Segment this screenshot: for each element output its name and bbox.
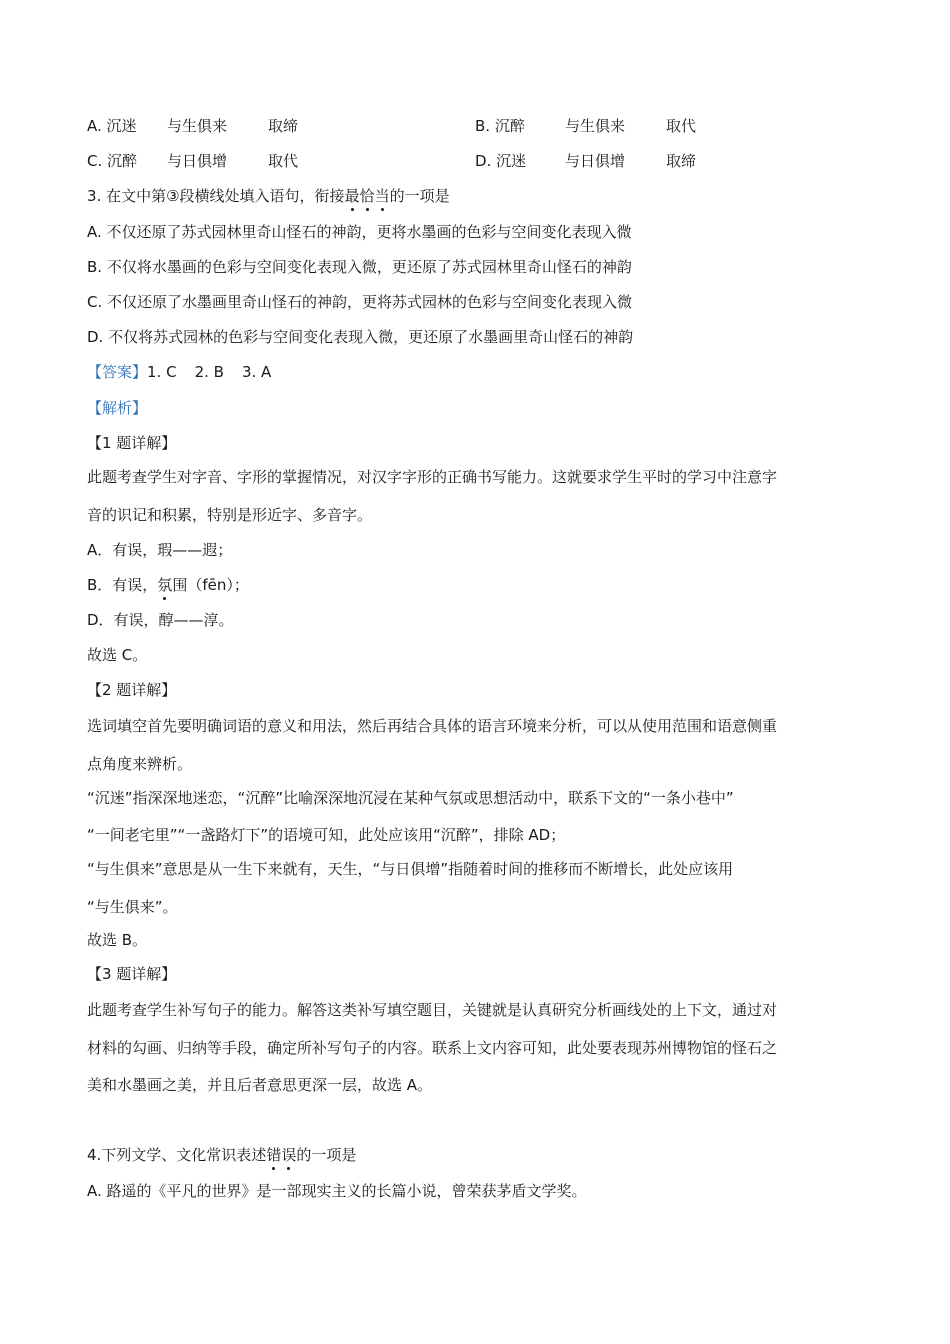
q3-emphasis-char: 恰 [359,187,375,205]
q3-option-b: B. 不仅将水墨画的色彩与空间变化表现入微，更还原了苏式园林里奇山怪石的神韵 [87,258,632,276]
q2-option-d-word1: D. 沉迷 [475,152,527,170]
answer-1: 1. C [147,363,177,381]
q3-option-c: C. 不仅还原了水墨画里奇山怪石的神韵，更将苏式园林的色彩与空间变化表现入微 [87,293,633,311]
q4-stem-text: 4.下列文学、文化常识表述 [87,1146,267,1164]
q3-option-d: D. 不仅将苏式园林的色彩与空间变化表现入微，更还原了水墨画里奇山怪石的神韵 [87,328,634,346]
q2-option-b-word2: 与生俱来 [565,117,626,135]
q4-option-a: A. 路遥的《平凡的世界》是一部现实主义的长篇小说，曾荣获茅盾文学奖。 [87,1182,587,1200]
q2-option-c-word2: 与日俱增 [167,152,228,170]
detail-1-para-line1: 此题考查学生对字音、字形的掌握情况，对汉字字形的正确书写能力。这就要求学生平时的学习中注意字 [87,468,778,486]
detail-2-para-line5: “与生俱来”意思是从一生下来就有，天生，“与日俱增”指随着时间的推移而不断增长，此处应该用 [87,860,734,878]
q2-option-d-word3: 取缔 [666,152,697,170]
detail-3-para-line2: 材料的勾画、归纳等手段，确定所补写句子的内容。联系上文内容可知，此处要表现苏州博物馆的怪石之 [87,1039,778,1057]
q3-stem-text-end: 的一项是 [389,187,450,205]
q2-option-b-word1: B. 沉醉 [475,117,525,135]
q2-option-a-word2: 与生俱来 [167,117,228,135]
q4-stem-text-end: 的一项是 [296,1146,357,1164]
analysis-tag: 【解析】 [87,399,148,417]
q4-stem [87,1145,356,1165]
answer-2: 2. B [194,363,224,381]
q2-option-row-cd [87,151,867,173]
q2-option-c-word1: C. 沉醉 [87,152,138,170]
detail-3-title: 【3 题详解】 [87,965,177,983]
q4-emphasis-char: 误 [281,1146,297,1164]
detail-2-para-line6: “与生俱来”。 [87,898,178,916]
answer-3: 3. A [241,363,272,381]
detail-1-item-b-text: B．有误， [87,576,158,594]
detail-2-para-line4: “一间老宅里”“一盏路灯下”的语境可知，此处应该用“沉醉”，排除 AD； [87,826,566,844]
q3-stem-text: 3. 在文中第③段横线处填入语句，衔接 [87,187,345,205]
detail-1-item-d: D．有误，醇——淳。 [87,611,234,629]
detail-2-para-line3: “沉迷”指深深地迷恋，“沉醉”比喻深深地沉浸在某种气氛或思想活动中，联系下文的“一条小巷中” [87,789,734,807]
detail-1-emphasis-char: 氛 [157,576,173,594]
detail-1-title: 【1 题详解】 [87,434,177,452]
q3-emphasis-char: 当 [374,187,390,205]
q2-option-d-word2: 与日俱增 [565,152,626,170]
q4-emphasis-char: 错 [266,1146,282,1164]
q3-emphasis-char: 最 [344,187,360,205]
q2-option-c-word3: 取代 [268,152,299,170]
detail-3-para-line3: 美和水墨画之美，并且后者意思更深一层，故选 A。 [87,1076,433,1094]
detail-2-title: 【2 题详解】 [87,681,177,699]
answer-tag: 【答案】 [87,363,148,381]
detail-1-item-b-text-end: 围（fēn）； [172,576,249,594]
q2-option-a-word3: 取缔 [268,117,299,135]
detail-2-conclusion: 故选 B。 [87,931,148,949]
q3-option-a: A. 不仅还原了苏式园林里奇山怪石的神韵，更将水墨画的色彩与空间变化表现入微 [87,223,632,241]
q2-option-a-word1: A. 沉迷 [87,117,137,135]
detail-2-para-line1: 选词填空首先要明确词语的意义和用法，然后再结合具体的语言环境来分析，可以从使用范围和语意侧重 [87,717,778,735]
answer-line [87,362,271,382]
detail-2-para-line2: 点角度来辨析。 [87,755,193,773]
detail-1-item-a: A．有误，瑕——遐； [87,541,233,559]
detail-1-conclusion: 故选 C。 [87,646,148,664]
detail-1-item-b [87,575,249,595]
detail-1-para-line2: 音的识记和积累，特别是形近字、多音字。 [87,506,373,524]
q2-option-row-ab [87,116,867,138]
q2-option-b-word3: 取代 [666,117,697,135]
q3-stem [87,186,450,206]
detail-3-para-line1: 此题考查学生补写句子的能力。解答这类补写填空题目，关键就是认真研究分析画线处的上下文，通过对 [87,1001,778,1019]
